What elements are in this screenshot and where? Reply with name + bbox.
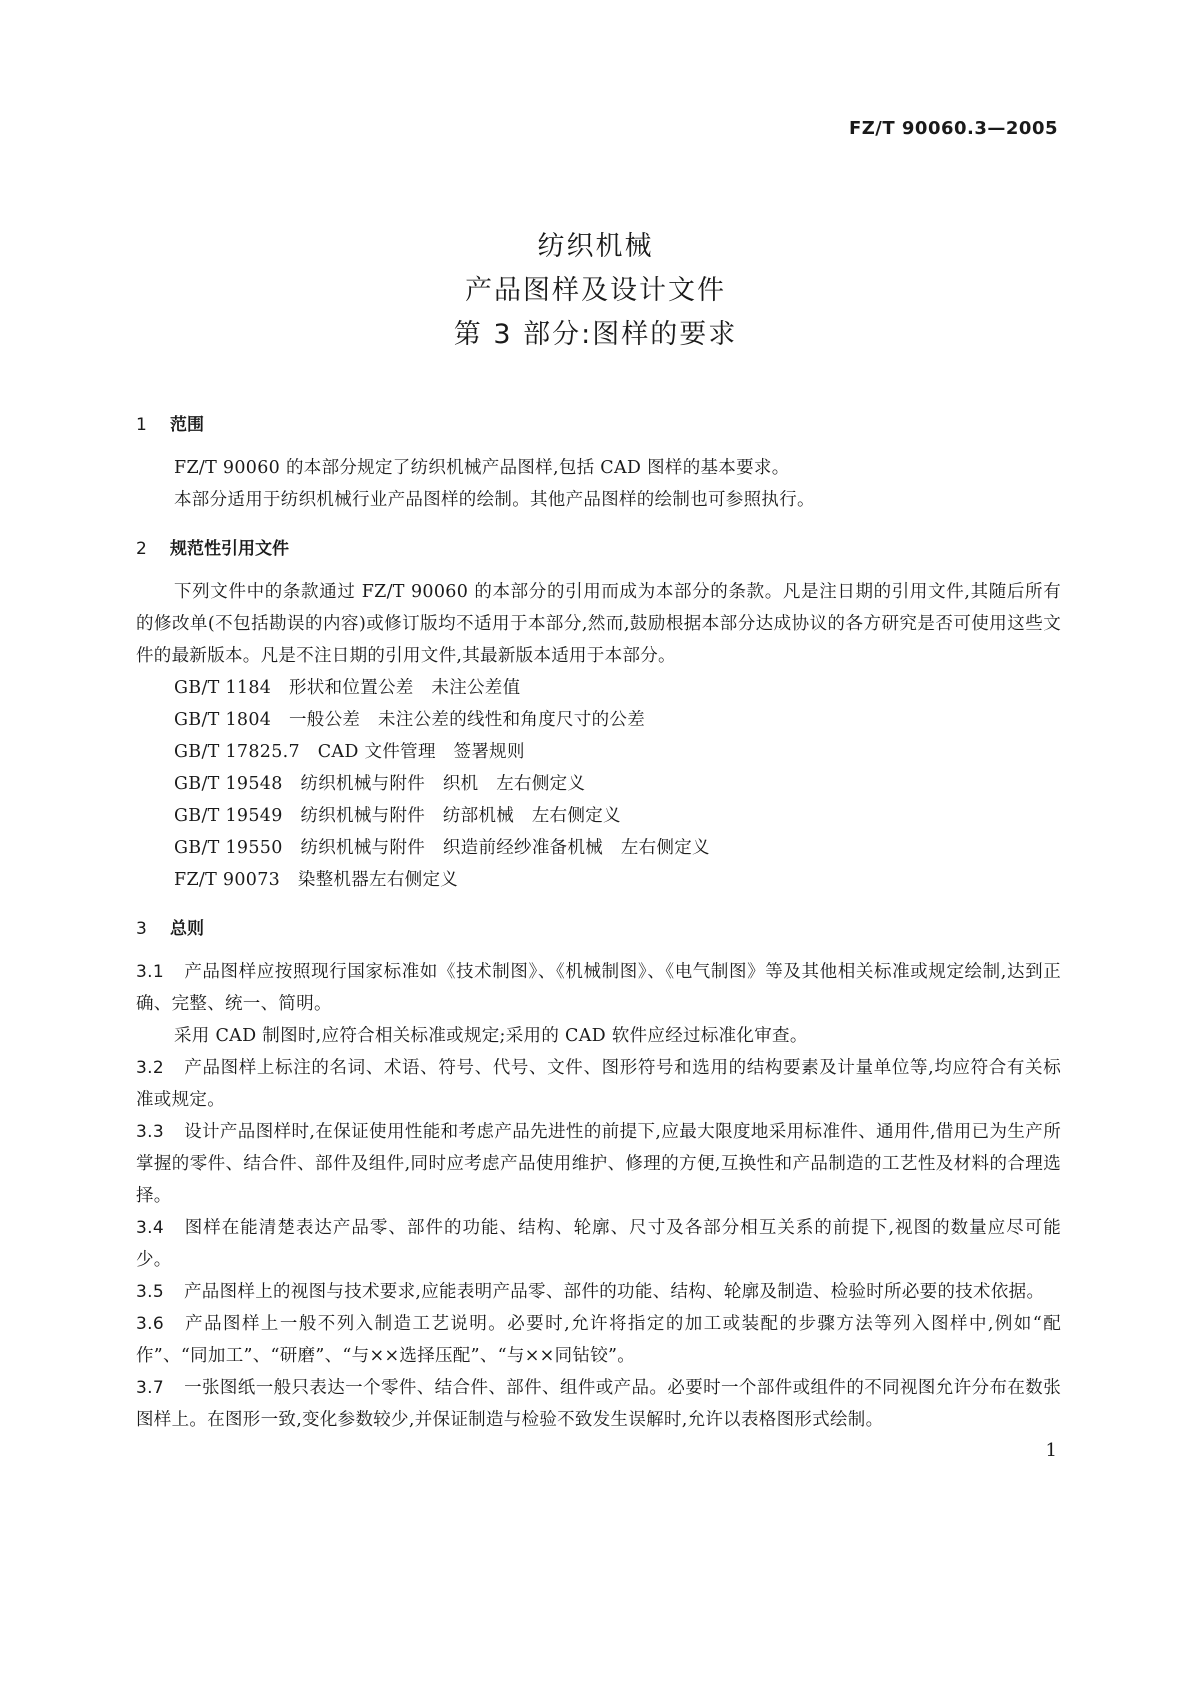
section-title: 规范性引用文件: [170, 539, 289, 559]
reference-item: GB/T 17825.7 CAD 文件管理 签署规则: [174, 742, 525, 762]
reference-item: FZ/T 90073 染整机器左右侧定义: [174, 870, 459, 890]
clause-text: 产品图样应按照现行国家标准如《技术制图》、《机械制图》、《电气制图》等及其他相关标准或规定绘制,达到正确、完整、统一、简明。: [136, 962, 1061, 1014]
clause-text: 产品图样上标注的名词、术语、符号、代号、文件、图形符号和选用的结构要素及计量单位等,均应符合有关标准或规定。: [136, 1058, 1061, 1110]
section-number: 1: [136, 415, 147, 435]
clause: [136, 1020, 1061, 1052]
clause-number: 3.3: [136, 1122, 164, 1142]
section-2-heading: [136, 534, 1061, 564]
reference-item: GB/T 1184 形状和位置公差 未注公差值: [174, 678, 521, 698]
clause-number: 3.4: [136, 1218, 164, 1238]
section-1-heading: [136, 410, 1061, 440]
clause-text: 产品图样上的视图与技术要求,应能表明产品零、部件的功能、结构、轮廓及制造、检验时所必要的技术依据。: [184, 1282, 1045, 1302]
clause-text: 一张图纸一般只表达一个零件、结合件、部件、组件或产品。必要时一个部件或组件的不同视图允许分布在数张图样上。在图形一致,变化参数较少,并保证制造与检验不致发生误解时,允许以表格图形式绘制。: [136, 1378, 1061, 1430]
standard-code: FZ/T 90060.3—2005: [848, 118, 1058, 139]
clause: [136, 1308, 1061, 1372]
section-number: 2: [136, 539, 147, 559]
title-line-3: 第 3 部分:图样的要求: [453, 319, 738, 350]
clause: [136, 1212, 1061, 1276]
title-line-2: 产品图样及设计文件: [465, 275, 726, 306]
clause-number: 3.1: [136, 962, 164, 982]
page-number: 1: [1045, 1440, 1057, 1461]
reference-item: GB/T 1804 一般公差 未注公差的线性和角度尺寸的公差: [174, 710, 646, 730]
clause-text: 采用 CAD 制图时,应符合相关标准或规定;采用的 CAD 软件应经过标准化审查。: [174, 1026, 808, 1046]
clause-number: 3.2: [136, 1058, 164, 1078]
clause: [136, 1372, 1061, 1436]
clause: [136, 1276, 1061, 1308]
clause: [136, 1052, 1061, 1116]
section-number: 3: [136, 919, 147, 939]
clause-text: 图样在能清楚表达产品零、部件的功能、结构、轮廓、尺寸及各部分相互关系的前提下,视图的数量应尽可能少。: [136, 1218, 1061, 1270]
clause-number: 3.7: [136, 1378, 164, 1398]
reference-item: GB/T 19550 纺织机械与附件 织造前经纱准备机械 左右侧定义: [174, 838, 710, 858]
paragraph: 下列文件中的条款通过 FZ/T 90060 的本部分的引用而成为本部分的条款。凡是注日期的引用文件,其随后所有的修改单(不包括勘误的内容)或修订版均不适用于本部分,然而,鼓励根据本部分达成协议的各方研究是否可使用这些文件的最新版本。凡是不注日期的引用文件,其最新版本适用于本部分。: [136, 582, 1061, 666]
clause: [136, 1116, 1061, 1212]
document-body: [136, 410, 1061, 1436]
clause-text: 设计产品图样时,在保证使用性能和考虑产品先进性的前提下,应最大限度地采用标准件、通用件,借用已为生产所掌握的零件、结合件、部件及组件,同时应考虑产品使用维护、修理的方便,互换性和产品制造的工艺性及材料的合理选择。: [136, 1122, 1061, 1206]
reference-item: GB/T 19549 纺织机械与附件 纺部机械 左右侧定义: [174, 806, 621, 826]
clause-number: 3.6: [136, 1314, 164, 1334]
section-title: 总则: [170, 919, 204, 939]
section-3-heading: [136, 914, 1061, 944]
paragraph: FZ/T 90060 的本部分规定了纺织机械产品图样,包括 CAD 图样的基本要求。: [174, 458, 790, 478]
clause-text: 产品图样上一般不列入制造工艺说明。必要时,允许将指定的加工或装配的步骤方法等列入图样中,例如“配作”、“同加工”、“研磨”、“与××选择压配”、“与××同钻铰”。: [136, 1314, 1061, 1366]
section-title: 范围: [170, 415, 204, 435]
title-line-1: 纺织机械: [537, 231, 654, 262]
paragraph: 本部分适用于纺织机械行业产品图样的绘制。其他产品图样的绘制也可参照执行。: [174, 490, 815, 510]
reference-item: GB/T 19548 纺织机械与附件 织机 左右侧定义: [174, 774, 586, 794]
clause-number: 3.5: [136, 1282, 164, 1302]
clause: [136, 956, 1061, 1020]
document-title: [0, 225, 1191, 357]
